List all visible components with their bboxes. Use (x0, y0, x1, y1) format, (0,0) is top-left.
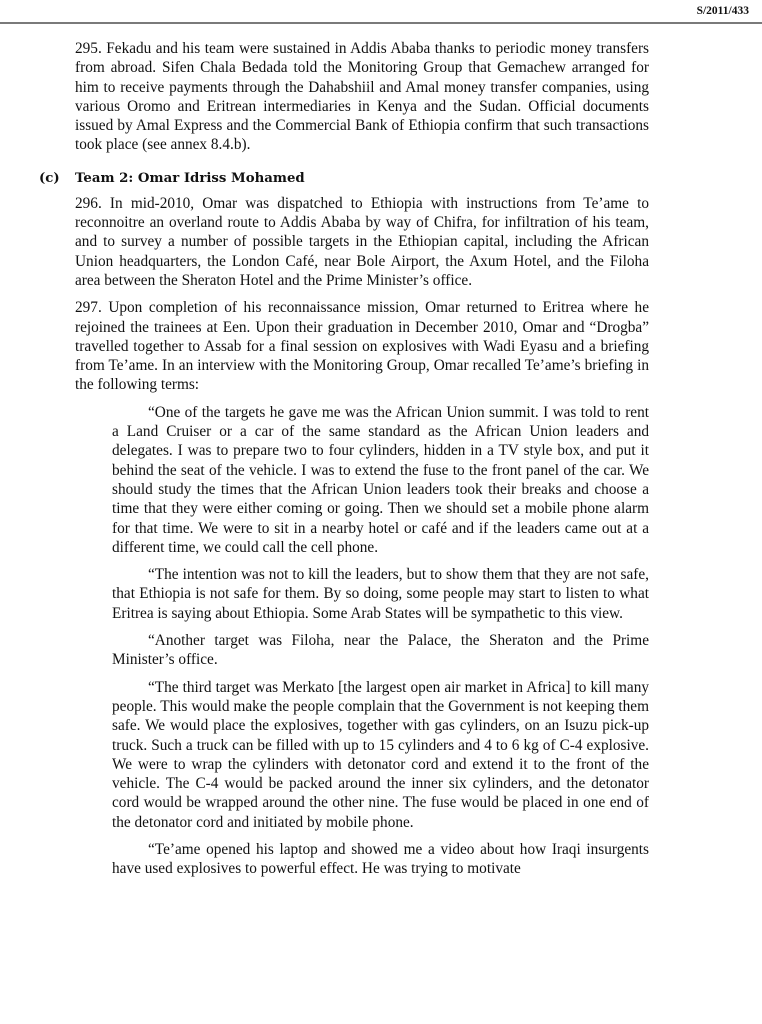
document-body (39, 39, 649, 887)
section-title: Team 2: Omar Idriss Mohamed (75, 170, 305, 186)
document-symbol: S/2011/433 (696, 5, 749, 17)
header-rule (0, 22, 762, 24)
quote-paragraph: “One of the targets he gave me was the African Union summit. I was told to rent a Land Cruiser or a car of the same standard as the African Union leaders and delegates. I was to prepare two to four cylinders, hidden in a TV style box, and put it behind the seat of the vehicle. I was to extend the fuse to the front panel of the car. We should study the times that the African Union leaders took their breaks and choose a time that they were either coming or going. Then we should set a mobile phone alarm for that time. We were to sit in a nearby hotel or café and if the leaders came out at a different time, we could call the cell phone. (112, 403, 649, 556)
quote-paragraph: “Te’ame opened his laptop and showed me a video about how Iraqi insurgents have used explosives to powerful effect. He was trying to motivate (112, 840, 649, 878)
quote-paragraph: “The third target was Merkato [the largest open air market in Africa] to kill many people. This would make the people complain that the Government is not keeping them safe. We would place the explosives, together with gas cylinders, on an Isuzu pick-up truck. Such a truck can be filled with up to 15 cylinders and 4 to 6 kg of C-4 explosive. We were to wrap the cylinders with detonator cord and extend it to the front of the vehicle. The C-4 would be packed around the inner six cylinders, and the detonator cord would be wrapped around the other nine. The fuse would be placed in one end of the detonator cord and initiated by mobile phone. (112, 678, 649, 831)
quote-paragraph: “The intention was not to kill the leaders, but to show them that they are not safe, that Ethiopia is not safe for them. By so doing, some people may start to listen to what Eritrea is saying about Ethiopia. Some Arab States will be sympathetic to this view. (112, 566, 649, 622)
quote-paragraph: “Another target was Filoha, near the Palace, the Sheraton and the Prime Minister’s office. (112, 632, 649, 669)
section-marker: (c) (39, 170, 60, 186)
section-heading (39, 169, 649, 188)
paragraph-295: 295. Fekadu and his team were sustained in Addis Ababa thanks to periodic money transfers from abroad. Sifen Chala Bedada told the Monitoring Group that Gemachew arranged for him to receive payments through the Dahabshiil and Amal money transfer companies, using various Oromo and Eritrean intermediaries in Kenya and the Sudan. Official documents issued by Amal Express and the Commercial Bank of Ethiopia confirm that such transactions took place (see annex 8.4.b). (75, 40, 649, 154)
paragraph-297: 297. Upon completion of his reconnaissance mission, Omar returned to Eritrea where he rejoined the trainees at Een. Upon their graduation in December 2010, Omar and “Drogba” travelled together to Assab for a final session on explosives with Wadi Eyasu and a briefing from Te’ame. In an interview with the Monitoring Group, Omar recalled Te’ame’s briefing in the following terms: (75, 299, 649, 394)
paragraph-296: 296. In mid-2010, Omar was dispatched to Ethiopia with instructions from Te’ame to reconnoitre an overland route to Addis Ababa by way of Chifra, for infiltration of his team, and to survey a number of possible targets in the Ethiopian capital, including the African Union headquarters, the London Café, near Bole Airport, the Axum Hotel, and the Filoha area between the Sheraton Hotel and the Prime Minister’s office. (75, 194, 649, 289)
